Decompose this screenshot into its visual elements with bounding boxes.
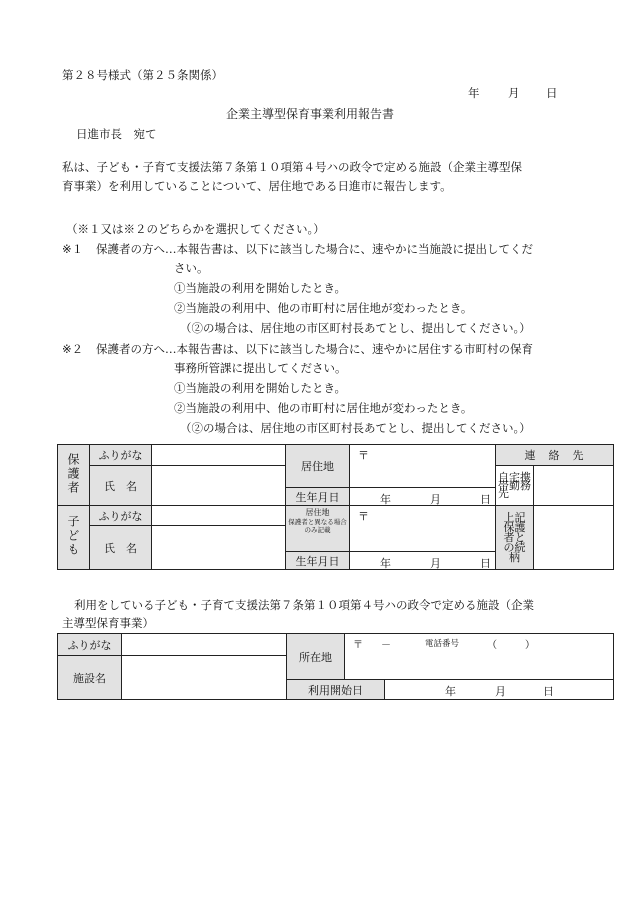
date-year-label: 年: [468, 86, 480, 100]
date-month-label: 月: [508, 86, 520, 100]
note-2-item-3: （②の場合は、居住地の市区町村長あてとし、提出してください。）: [180, 421, 531, 435]
facility-name-label: 施設名: [58, 656, 122, 700]
child-furigana-label: ふりがな: [90, 506, 152, 526]
relation-field[interactable]: [534, 506, 614, 570]
facility-postal-mark: 〒: [353, 640, 363, 651]
note-2-item-2: ②当施設の利用中、他の市町村に居住地が変わったとき。: [174, 401, 473, 415]
form-number: 第２８号様式（第２５条関係）: [62, 68, 223, 82]
declaration-line-1: 私は、子ども・子育て支援法第７条第１０項第４号ハの政令で定める施設（企業主導型保: [62, 160, 522, 174]
child-name-field[interactable]: [152, 526, 286, 570]
guardian-name-field[interactable]: [152, 466, 286, 506]
guardian-furigana-field[interactable]: [152, 445, 286, 466]
facility-phone-open: （: [487, 640, 497, 651]
guardian-residence-field[interactable]: [350, 445, 496, 488]
start-date-month: 月: [495, 685, 506, 698]
facility-location-label: 所在地: [287, 634, 345, 680]
note-2-item-1: ①当施設の利用を開始したとき。: [174, 381, 347, 395]
facility-intro-line-1: 利用をしている子ども・子育て支援法第７条第１０項第４号ハの政令で定める施設（企業: [74, 598, 534, 612]
contact-types: 自宅携帯勤務先: [496, 466, 534, 506]
facility-postal-dash: －: [381, 640, 391, 651]
start-date-field[interactable]: [385, 680, 614, 700]
guardian-birthdate-label: 生年月日: [286, 488, 350, 506]
guardian-label-cell: [58, 445, 90, 506]
child-residence-field[interactable]: [350, 506, 496, 552]
child-residence-label-cell: [286, 506, 350, 552]
child-label-cell: [58, 506, 90, 570]
child-label: 子ども: [66, 515, 80, 557]
contact-field[interactable]: [534, 466, 614, 506]
contact-header: 連 絡 先: [496, 445, 614, 466]
document-title: 企業主導型保育事業利用報告書: [226, 107, 395, 121]
child-birth-day: 日: [480, 557, 491, 570]
guardian-birth-year: 年: [380, 493, 391, 506]
child-birth-month: 月: [430, 557, 441, 570]
note-2-mark: ※２: [62, 342, 84, 356]
guardian-furigana-label: ふりがな: [90, 445, 152, 466]
child-birthdate-label: 生年月日: [286, 552, 350, 570]
guardian-birthdate-field[interactable]: [350, 488, 496, 506]
child-residence-label: 居住地: [305, 508, 330, 517]
child-furigana-field[interactable]: [152, 506, 286, 526]
start-date-day: 日: [543, 685, 554, 698]
guardian-birth-day: 日: [480, 493, 491, 506]
relation-label: 上記保護者との続柄: [496, 506, 534, 570]
guardian-postal-mark: 〒: [358, 449, 369, 462]
guardian-child-table: [57, 444, 614, 570]
guardian-residence-label: 居住地: [286, 445, 350, 488]
facility-furigana-field[interactable]: [122, 634, 287, 656]
child-name-label: 氏 名: [90, 526, 152, 570]
select-note: （※１又は※２のどちらかを選択してください。）: [66, 222, 325, 236]
facility-table: [57, 633, 614, 700]
date-day-label: 日: [546, 86, 558, 100]
facility-furigana-label: ふりがな: [58, 634, 122, 656]
declaration-line-2: 育事業）を利用していることについて、居住地である日進市に報告します。: [62, 179, 452, 193]
note-1-item-2: ②当施設の利用中、他の市町村に居住地が変わったとき。: [174, 301, 473, 315]
child-birth-year: 年: [380, 557, 391, 570]
addressee: 日進市長 宛て: [76, 127, 157, 141]
child-postal-mark: 〒: [358, 510, 369, 523]
start-date-label: 利用開始日: [287, 680, 385, 700]
facility-phone-label: 電話番号: [425, 639, 460, 649]
note-1-line-2: さい。: [174, 261, 209, 275]
guardian-birth-month: 月: [430, 493, 441, 506]
facility-name-field[interactable]: [122, 656, 287, 700]
note-1-line-1: 保護者の方へ…本報告書は、以下に該当した場合に、速やかに当施設に提出してくだ: [96, 242, 533, 256]
note-1-item-1: ①当施設の利用を開始したとき。: [174, 281, 347, 295]
facility-phone-close: ）: [525, 640, 535, 651]
note-2-line-1: 保護者の方へ…本報告書は、以下に該当した場合に、速やかに居住する市町村の保育: [96, 342, 533, 356]
guardian-label: 保護者: [66, 452, 80, 495]
facility-intro-line-2: 主導型保育事業）: [62, 616, 154, 630]
child-residence-note: 保護者と異なる場合のみ記載: [288, 518, 347, 534]
note-1-item-3: （②の場合は、居住地の市区町村長あてとし、提出してください。）: [180, 321, 531, 335]
child-birthdate-field[interactable]: [350, 552, 496, 570]
facility-location-field[interactable]: [345, 634, 614, 680]
start-date-year: 年: [445, 685, 456, 698]
note-2-line-2: 事務所管課に提出してください。: [174, 361, 347, 375]
note-1-mark: ※１: [62, 242, 84, 256]
guardian-name-label: 氏 名: [90, 466, 152, 506]
